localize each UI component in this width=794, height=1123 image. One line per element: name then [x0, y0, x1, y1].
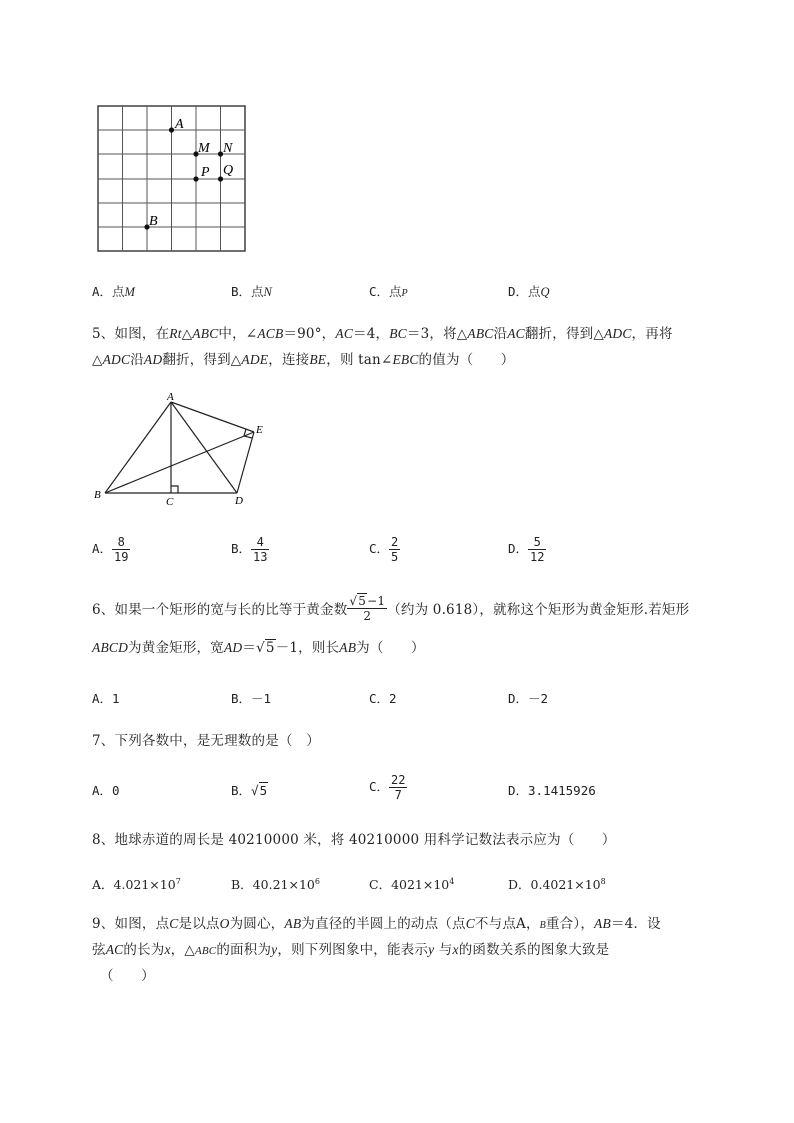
q9-stem-line1: 9、如图，点C是以点O为圆心，AB为直径的半圆上的动点（点C不与点A，B重合），AB＝4．设 [92, 916, 661, 932]
q5-option-a[interactable]: A． $\frac{8}{19}$ [92, 535, 129, 564]
fig-label-d: D [235, 495, 243, 507]
q7-option-c[interactable]: C． $\frac{22}{7}$ [369, 773, 406, 802]
q8-option-a[interactable]: A．$4.021\times 10^7$ [92, 877, 181, 893]
q8-option-d[interactable]: D．$0.4021\times 10^8$ [508, 877, 606, 893]
q5-stem-line1: 5、如图，在Rt△ABC中，∠ACB＝90°，AC＝4，BC＝3，将△ABC沿AC翻折，得到△ADC，再将 [92, 326, 673, 342]
label-m: M [198, 141, 210, 156]
q6-option-a[interactable]: A．1 [92, 691, 120, 706]
q7-option-b[interactable]: B．√5 [231, 783, 268, 798]
q6-stem-line2: ABCD为黄金矩形，宽AD＝√5－1，则长AB为（ ） [92, 640, 425, 656]
q4-option-a[interactable]: A．点M [92, 284, 135, 299]
q8-option-b[interactable]: B．$40.21\times 10^6$ [231, 877, 320, 893]
grid-figure [90, 98, 260, 258]
fig-label-a: A [167, 391, 174, 403]
point-p [193, 176, 198, 181]
right-angle-c [171, 486, 178, 493]
q7-option-d[interactable]: D．3.1415926 [508, 783, 596, 798]
q9-answer-paren: （ ） [100, 968, 155, 984]
q6-option-d[interactable]: D．－2 [508, 691, 549, 706]
q6-stem-line1: 6、如果一个矩形的宽与长的比等于黄金数 $\frac{√5-1}{2}$ （约为 0.618），就称这个矩形为黄金矩形.若矩形 [92, 594, 690, 623]
q4-option-b[interactable]: B．点N [231, 284, 272, 299]
q5-stem-line2: △ADC沿AD翻折，得到△ADE，连接BE，则 tan∠EBC的值为（ ） [92, 352, 515, 368]
q6-option-c[interactable]: C．2 [369, 691, 397, 706]
q7-option-a[interactable]: A．0 [92, 783, 120, 798]
label-b: B [149, 214, 158, 229]
fig-label-e: E [256, 424, 263, 436]
fig-label-b: B [94, 489, 101, 501]
point-a [169, 127, 174, 132]
q8-option-c[interactable]: C．$4021\times 10^4$ [369, 877, 455, 893]
label-q: Q [223, 163, 234, 178]
segment-ae [171, 402, 254, 432]
q5-triangle-figure [90, 390, 275, 510]
q7-stem: 7、下列各数中，是无理数的是（ ） [92, 733, 320, 749]
q5-option-c[interactable]: C． $\frac{2}{5}$ [369, 535, 399, 564]
label-n: N [223, 141, 233, 156]
q5-option-b[interactable]: B． $\frac{4}{13}$ [231, 535, 268, 564]
q8-stem: 8、地球赤道的周长是 40210000 米，将 40210000 用科学记数法表示应为（ ） [92, 832, 616, 848]
label-p: P [201, 165, 210, 180]
q6-option-b[interactable]: B．－1 [231, 691, 272, 706]
q9-stem-line2: 弦AC的长为x，△ABC的面积为y，则下列图象中，能表示y 与x的函数关系的图象大致是 [92, 942, 610, 958]
fig-label-c: C [166, 496, 174, 508]
label-a: A [175, 117, 184, 132]
q4-option-d[interactable]: D．点Q [508, 284, 550, 299]
q5-option-d[interactable]: D． $\frac{5}{12}$ [508, 535, 545, 564]
segment-ad [171, 402, 237, 493]
q4-option-c[interactable]: C．点P [369, 284, 408, 299]
segment-de [237, 432, 254, 493]
